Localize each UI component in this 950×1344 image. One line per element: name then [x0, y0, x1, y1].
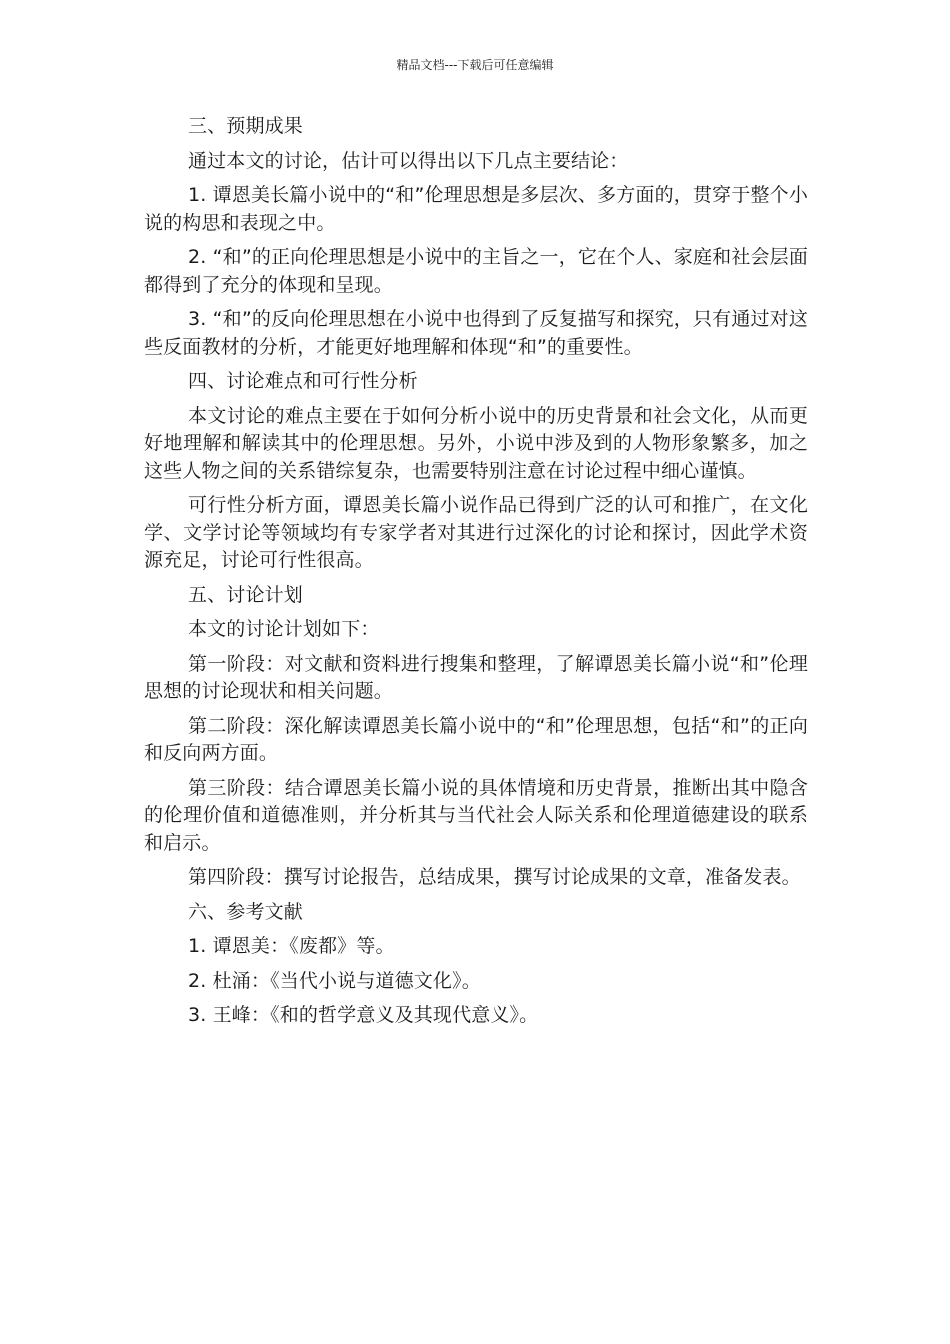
plan-stage: 第二阶段：深化解读谭恩美长篇小说中的“和”伦理思想，包括“和”的正向和反向两方面。	[144, 714, 808, 764]
feasibility-paragraph: 可行性分析方面，谭恩美长篇小说作品已得到广泛的认可和推广，在文化学、文学讨论等领域均有专家学者对其进行过深化的讨论和探讨，因此学术资源充足，讨论可行性很高。	[144, 494, 808, 571]
document-body	[144, 113, 808, 1037]
plan-stage: 第四阶段：撰写讨论报告，总结成果，撰写讨论成果的文章，准备发表。	[188, 866, 801, 888]
reference-item: 3. 王峰：《和的哲学意义及其现代意义》。	[188, 1004, 539, 1026]
reference-item: 2. 杜涌：《当代小说与道德文化》。	[188, 969, 481, 992]
expected-results-intro: 通过本文的讨论，估计可以得出以下几点主要结论：	[188, 149, 629, 172]
difficulty-paragraph: 本文讨论的难点主要在于如何分析小说中的历史背景和社会文化，从而更好地理解和解读其中的伦理思想。另外，小说中涉及到的人物形象繁多，加之这些人物之间的关系错综复杂，也需要特别注意在讨论过程中细心谨慎。	[144, 404, 808, 482]
conclusion-item: 3. “和”的反向伦理思想在小说中也得到了反复描写和探究，只有通过对这些反面教材的分析，才能更好地理解和体现“和”的重要性。	[144, 308, 808, 358]
plan-intro: 本文的讨论计划如下：	[188, 618, 380, 640]
section-heading-expected-results: 三、预期成果	[188, 115, 303, 137]
plan-stage: 第三阶段：结合谭恩美长篇小说的具体情境和历史背景，推断出其中隐含的伦理价值和道德准则，并分析其与当代社会人际关系和伦理道德建设的联系和启示。	[144, 776, 808, 854]
section-heading-references: 六、参考文献	[188, 900, 303, 923]
plan-stage: 第一阶段：对文献和资料进行搜集和整理，了解谭恩美长篇小说“和”伦理思想的讨论现状和相关问题。	[144, 652, 808, 702]
conclusion-item: 2. “和”的正向伦理思想是小说中的主旨之一，它在个人、家庭和社会层面都得到了充分的体现和呈现。	[144, 246, 808, 296]
reference-item: 1. 谭恩美：《废都》等。	[188, 935, 395, 957]
conclusion-item: 1. 谭恩美长篇小说中的“和”伦理思想是多层次、多方面的，贯穿于整个小说的构思和表现之中。	[144, 184, 808, 234]
section-heading-difficulty: 四、讨论难点和可行性分析	[188, 370, 418, 392]
page-header: 精品文档---下载后可任意编辑	[396, 58, 554, 72]
section-heading-plan: 五、讨论计划	[188, 583, 303, 606]
